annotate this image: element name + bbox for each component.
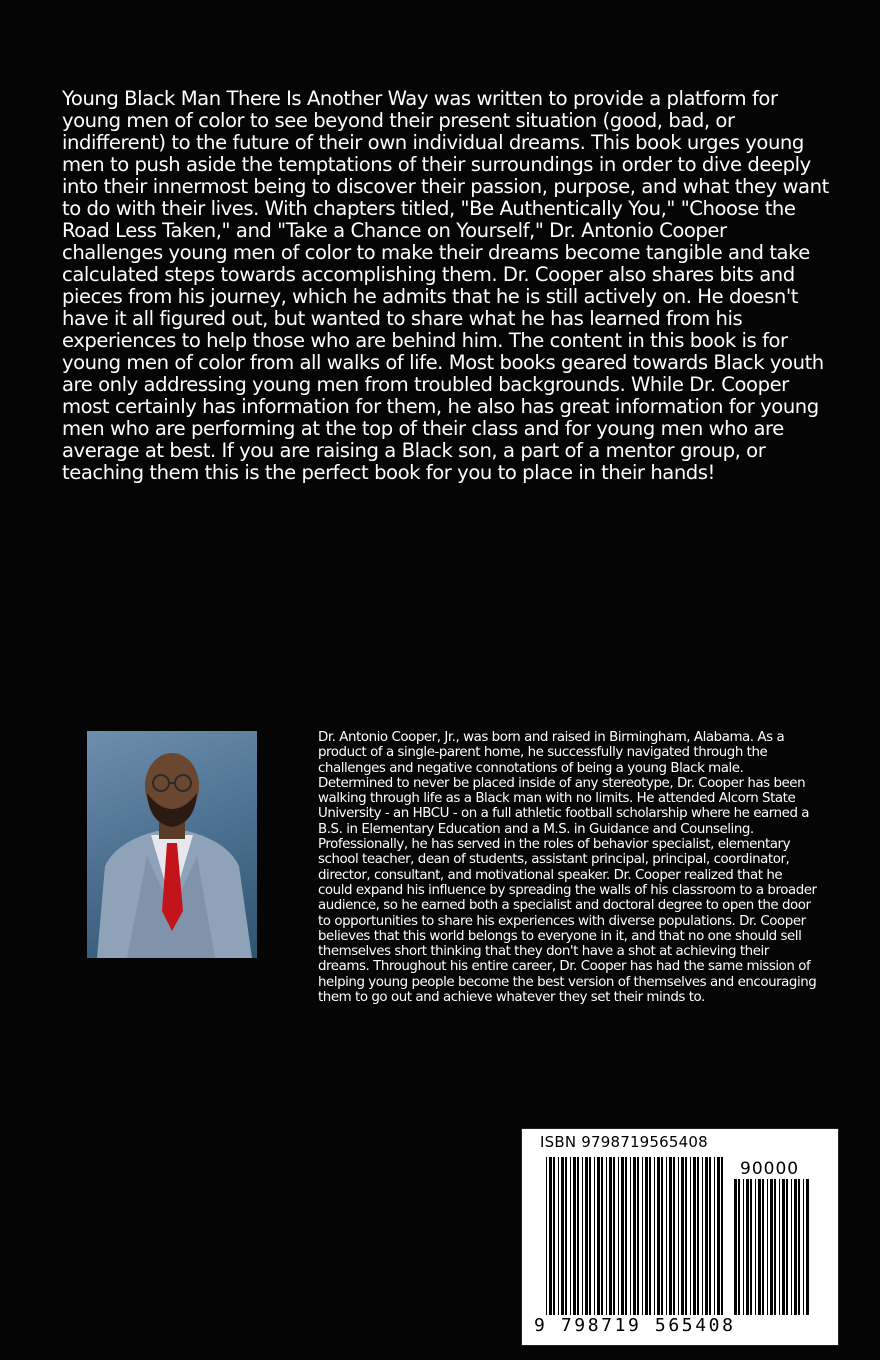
barcode-bar	[758, 1179, 761, 1315]
barcode-bar	[594, 1157, 595, 1315]
barcode-bar	[666, 1157, 667, 1315]
barcode-bar	[573, 1157, 576, 1315]
barcode-bar	[794, 1179, 797, 1315]
book-description: Young Black Man There Is Another Way was written to provide a platform for young men of color to see beyond their present situation (good, bad, or indifferent) to the future of their own individual dreams. This book urges young men to push aside the temptations of their surroundings in order to dive deeply into their innermost being to discover their passion, purpose, and what they want to do with their lives. With chapters titled, "Be Authentically You," "Choose the Road Less Taken," and "Take a Chance on Yourself," Dr. Antonio Cooper challenges young men of color to make their dreams become tangible and take calculated steps towards accomplishing them. Dr. Cooper also shares bits and pieces from his journey, which he admits that he is still actively on. He doesn't have it all figured out, but wanted to share what he has learned from his experiences to help those who are behind him. The content in this book is for young men of color from all walks of life. Most books geared towards Black youth are only addressing young men from troubled backgrounds. While Dr. Cooper most certainly has information for them, he also has great information for young men who are performing at the top of their class and for young men who are average at best. If you are raising a Black son, a part of a mentor group, or teaching them this is the perfect book for you to place in their hands!	[62, 87, 829, 484]
barcode-bar	[618, 1157, 619, 1315]
barcode-bar	[597, 1157, 600, 1315]
barcode-bar	[625, 1157, 627, 1315]
barcode-bar	[770, 1179, 773, 1315]
barcode-bar	[549, 1157, 552, 1315]
barcode-bar	[642, 1157, 643, 1315]
barcode-bar	[798, 1179, 800, 1315]
barcode-bar	[621, 1157, 624, 1315]
barcode-bar	[806, 1179, 809, 1315]
barcode-bar	[714, 1157, 715, 1315]
barcode-bar	[743, 1179, 744, 1315]
barcode-bar	[678, 1157, 679, 1315]
barcode-bar	[565, 1157, 567, 1315]
barcode-bar	[774, 1179, 776, 1315]
barcode-bar	[657, 1157, 660, 1315]
barcode-bar	[681, 1157, 684, 1315]
isbn-barcode	[521, 1128, 839, 1346]
barcode-bar	[762, 1179, 764, 1315]
barcode-bar	[690, 1157, 691, 1315]
barcode-bar	[630, 1157, 631, 1315]
barcode-bar	[613, 1157, 615, 1315]
barcode-bar	[669, 1157, 672, 1315]
price-barcode-bars	[734, 1179, 812, 1315]
barcode-bar	[570, 1157, 571, 1315]
barcode-bar	[561, 1157, 564, 1315]
barcode-bar	[546, 1157, 547, 1315]
barcode-bar	[709, 1157, 711, 1315]
barcode-bar	[779, 1179, 780, 1315]
barcode-bar	[685, 1157, 687, 1315]
barcode-bar	[705, 1157, 708, 1315]
barcode-bar	[601, 1157, 603, 1315]
isbn-label: ISBN 9798719565408	[540, 1133, 708, 1151]
barcode-bar	[582, 1157, 583, 1315]
barcode-bar	[649, 1157, 651, 1315]
barcode-bar	[738, 1179, 740, 1315]
barcode-bar	[746, 1179, 749, 1315]
barcode-bars	[546, 1157, 726, 1315]
barcode-bar	[633, 1157, 636, 1315]
barcode-bar	[609, 1157, 612, 1315]
barcode-bar	[645, 1157, 648, 1315]
barcode-bar	[791, 1179, 792, 1315]
barcode-bar	[786, 1179, 788, 1315]
barcode-bar	[637, 1157, 639, 1315]
barcode-bar	[782, 1179, 785, 1315]
barcode-bar	[767, 1179, 768, 1315]
author-photo	[87, 731, 257, 958]
barcode-bar	[589, 1157, 591, 1315]
barcode-bar	[734, 1179, 737, 1315]
price-code: 90000	[740, 1159, 800, 1179]
barcode-bar	[803, 1179, 804, 1315]
isbn-digits: 9 798719 565408	[534, 1315, 736, 1336]
barcode-bar	[577, 1157, 579, 1315]
barcode-bar	[717, 1157, 720, 1315]
barcode-bar	[750, 1179, 752, 1315]
barcode-bar	[673, 1157, 675, 1315]
barcode-bar	[558, 1157, 559, 1315]
barcode-bar	[693, 1157, 696, 1315]
barcode-bar	[661, 1157, 663, 1315]
barcode-bar	[697, 1157, 699, 1315]
barcode-bar	[585, 1157, 588, 1315]
author-bio: Dr. Antonio Cooper, Jr., was born and raised in Birmingham, Alabama. As a product of a single-parent home, he successfully navigated through the challenges and negative connotations of being a young Black male. Determined to never be placed inside of any stereotype, Dr. Cooper has been walking through life as a Black man with no limits. He attended Alcorn State University - an HBCU - on a full athletic football scholarship where he earned a B.S. in Elementary Education and a M.S. in Guidance and Counseling. Professionally, he has served in the roles of behavior specialist, elementary school teacher, dean of students, assistant principal, principal, coordinator, director, consultant, and motivational speaker. Dr. Cooper realized that he could expand his influence by spreading the walls of his classroom to a broader audience, so he earned both a specialist and doctoral degree to open the door to opportunities to share his experiences with diverse populations. Dr. Cooper believes that this world belongs to everyone in it, and that no one should sell themselves short thinking that they don't have a shot at achieving their dreams. Throughout his entire career, Dr. Cooper has had the same mission of helping young people become the best version of themselves and encouraging them to go out and achieve whatever they set their minds to.	[318, 730, 817, 1006]
barcode-bar	[553, 1157, 555, 1315]
barcode-bar	[721, 1157, 723, 1315]
barcode-bar	[702, 1157, 703, 1315]
barcode-bar	[606, 1157, 607, 1315]
barcode-bar	[755, 1179, 756, 1315]
barcode-bar	[654, 1157, 655, 1315]
